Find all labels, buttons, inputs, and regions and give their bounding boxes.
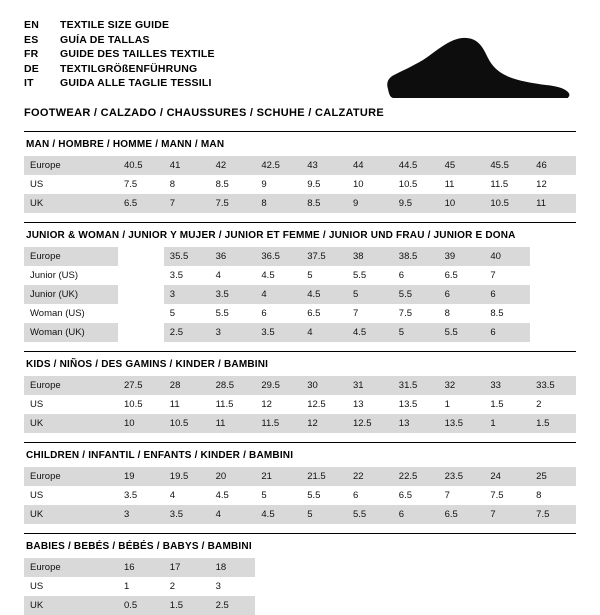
cell: 7 (484, 505, 530, 524)
language-title: GUIDA ALLE TAGLIE TESSILI (60, 77, 212, 89)
row-label: Woman (UK) (24, 323, 118, 342)
cell: 1 (444, 398, 450, 410)
cell: 21 (255, 467, 301, 486)
cell: 20 (210, 467, 256, 486)
cell (255, 558, 301, 577)
cell: 2.5 (164, 323, 210, 342)
cell: 22.5 (393, 467, 439, 486)
cell: 28.5 (210, 376, 256, 395)
language-title-list (24, 18, 215, 91)
cell (439, 596, 485, 615)
cell: 10.5 (398, 178, 418, 190)
section-title: CHILDREN / INFANTIL / ENFANTS / KINDER / BAMBINI (24, 442, 576, 467)
cell: 4.5 (347, 323, 393, 342)
cell: 5 (307, 269, 313, 281)
row-label: Europe (24, 247, 118, 266)
cell: 17 (164, 558, 210, 577)
cell: 7.5 (490, 489, 504, 501)
cell: 7.5 (530, 505, 576, 524)
row-label: Europe (24, 156, 118, 175)
cell: 41 (164, 156, 210, 175)
cell: 32 (439, 376, 485, 395)
table-row (24, 376, 576, 395)
cell (530, 577, 576, 596)
cell: 45.5 (484, 156, 530, 175)
cell: 6 (484, 285, 530, 304)
cell: 7 (164, 194, 210, 213)
size-table (24, 558, 576, 615)
cell: 43 (301, 156, 347, 175)
cell (484, 577, 530, 596)
cell: 11.5 (490, 178, 509, 190)
language-code: FR (24, 48, 39, 60)
section-title: MAN / HOMBRE / HOMME / MANN / MAN (24, 131, 576, 156)
section-man (24, 131, 576, 213)
section-spacer (0, 342, 600, 351)
cell (530, 323, 576, 342)
section-children (24, 442, 576, 524)
cell: 18 (210, 558, 256, 577)
cell: 45 (439, 156, 485, 175)
table-row (24, 304, 576, 323)
language-code: EN (24, 19, 39, 31)
language-title: GUIDE DES TAILLES TEXTILE (60, 48, 215, 60)
cell: 6 (261, 307, 267, 319)
cell: 5.5 (439, 323, 485, 342)
language-code: IT (24, 77, 34, 89)
cell: 5 (261, 489, 267, 501)
section-title: KIDS / NIÑOS / DES GAMINS / KINDER / BAMBINI (24, 351, 576, 376)
size-table (24, 247, 576, 342)
row-label: US (30, 398, 44, 410)
cell: 38.5 (393, 247, 439, 266)
row-label: Junior (US) (30, 269, 79, 281)
cell (347, 558, 393, 577)
row-label: Europe (24, 558, 118, 577)
cell: 5.5 (347, 505, 393, 524)
cell: 5 (393, 323, 439, 342)
cell: 1.5 (164, 596, 210, 615)
dress-shoe-silhouette-icon (384, 28, 574, 100)
language-title: TEXTILE SIZE GUIDE (60, 19, 170, 31)
cell: 8 (444, 307, 450, 319)
table-row (24, 486, 576, 505)
cell: 19 (118, 467, 164, 486)
cell: 6 (398, 269, 405, 281)
cell: 8.5 (215, 178, 229, 190)
cell: 3.5 (169, 269, 184, 281)
section-kids (24, 351, 576, 433)
cell: 2 (169, 580, 176, 592)
language-row (24, 33, 215, 48)
cell: 4 (169, 489, 176, 501)
cell (393, 596, 439, 615)
cell: 9 (347, 194, 393, 213)
cell: 35.5 (164, 247, 210, 266)
cell (118, 266, 164, 285)
table-row (24, 156, 576, 175)
cell (301, 558, 347, 577)
header-spacer (0, 119, 600, 131)
cell: 6 (393, 505, 439, 524)
table-row (24, 175, 576, 194)
cell: 3 (118, 505, 164, 524)
cell: 24 (484, 467, 530, 486)
cell: 3.5 (164, 505, 210, 524)
cell: 11 (169, 398, 180, 410)
cell (118, 285, 164, 304)
row-label: US (30, 489, 44, 501)
cell: 31.5 (393, 376, 439, 395)
cell: 4.5 (261, 269, 275, 281)
cell: 8 (255, 194, 301, 213)
cell: 1.5 (530, 414, 576, 433)
cell: 4 (210, 505, 256, 524)
cell (301, 596, 347, 615)
cell (530, 596, 576, 615)
section-title: BABIES / BEBÉS / BÉBÉS / BABYS / BAMBINI (24, 533, 576, 558)
section-spacer (0, 433, 600, 442)
size-table (24, 156, 576, 213)
cell: 25 (530, 467, 576, 486)
cell (530, 266, 576, 285)
language-row (24, 62, 215, 77)
cell: 11 (444, 178, 455, 190)
cell: 7.5 (210, 194, 256, 213)
cell: 30 (301, 376, 347, 395)
cell: 4 (301, 323, 347, 342)
cell: 7 (490, 269, 496, 281)
table-row (24, 285, 576, 304)
cell: 1 (124, 580, 130, 592)
cell: 36.5 (255, 247, 301, 266)
row-label: Europe (24, 467, 118, 486)
cell: 13 (352, 398, 364, 410)
cell: 27.5 (118, 376, 164, 395)
cell: 5.5 (215, 307, 229, 319)
row-label: US (30, 178, 44, 190)
cell: 42.5 (255, 156, 301, 175)
cell (484, 596, 530, 615)
cell: 4.5 (215, 489, 229, 501)
cell: 3.5 (124, 489, 138, 501)
cell: 5.5 (352, 269, 367, 281)
cell: 11 (530, 194, 576, 213)
table-row (24, 577, 576, 596)
section-junior-woman (24, 222, 576, 342)
cell: 12 (301, 414, 347, 433)
section-title: JUNIOR & WOMAN / JUNIOR Y MUJER / JUNIOR ET FEMME / JUNIOR UND FRAU / JUNIOR E DONA (24, 222, 576, 247)
section-babies (24, 533, 576, 615)
language-title: GUÍA DE TALLAS (60, 33, 150, 46)
cell: 13 (393, 414, 439, 433)
row-label: UK (24, 596, 118, 615)
cell: 9.5 (393, 194, 439, 213)
cell: 7.5 (398, 307, 412, 319)
cell: 42 (210, 156, 256, 175)
table-row (24, 266, 576, 285)
cell: 3.5 (255, 323, 301, 342)
cell (530, 558, 576, 577)
cell: 8.5 (301, 194, 347, 213)
cell: 22 (347, 467, 393, 486)
cell: 44.5 (393, 156, 439, 175)
language-row (24, 18, 215, 33)
cell (393, 577, 439, 596)
cell: 6.5 (118, 194, 164, 213)
cell: 0.5 (118, 596, 164, 615)
cell (301, 577, 347, 596)
cell: 21.5 (301, 467, 347, 486)
cell: 5 (347, 285, 393, 304)
cell: 11.5 (255, 414, 301, 433)
cell: 13.5 (398, 398, 418, 410)
table-row (24, 505, 576, 524)
cell (484, 558, 530, 577)
cell: 5.5 (393, 285, 439, 304)
cell: 2.5 (210, 596, 256, 615)
cell: 6.5 (398, 489, 412, 501)
section-spacer (0, 213, 600, 222)
cell: 10.5 (484, 194, 530, 213)
cell: 1 (484, 414, 530, 433)
cell: 13.5 (439, 414, 485, 433)
page-title: FOOTWEAR / CALZADO / CHAUSSURES / SCHUHE / CALZATURE (24, 106, 385, 119)
section-spacer (0, 524, 600, 533)
cell: 8 (536, 489, 542, 501)
cell: 3 (215, 580, 221, 592)
language-row (24, 47, 215, 62)
cell: 5 (169, 307, 176, 319)
language-code: ES (24, 33, 39, 46)
cell (347, 596, 393, 615)
cell: 40.5 (118, 156, 164, 175)
language-code: DE (24, 62, 39, 75)
cell: 11.5 (215, 398, 234, 410)
cell: 33 (484, 376, 530, 395)
language-title: TEXTILGRÖßENFÜHRUNG (60, 62, 198, 75)
table-row (24, 247, 576, 266)
row-label: UK (24, 414, 118, 433)
cell: 6.5 (444, 269, 458, 281)
cell (347, 577, 393, 596)
table-row (24, 558, 576, 577)
cell: 19.5 (164, 467, 210, 486)
cell: 4.5 (301, 285, 347, 304)
row-label: Junior (UK) (24, 285, 118, 304)
cell: 38 (347, 247, 393, 266)
row-label: UK (24, 194, 118, 213)
cell (118, 247, 164, 266)
cell (255, 596, 301, 615)
cell: 1.5 (490, 398, 504, 410)
cell: 3 (210, 323, 256, 342)
cell: 5.5 (307, 489, 321, 501)
cell (439, 577, 485, 596)
cell: 28 (164, 376, 210, 395)
cell (255, 577, 301, 596)
cell (118, 323, 164, 342)
table-row (24, 414, 576, 433)
cell: 29.5 (255, 376, 301, 395)
cell: 6 (484, 323, 530, 342)
cell: 11 (210, 414, 256, 433)
cell: 8.5 (490, 307, 504, 319)
cell: 5 (301, 505, 347, 524)
cell: 12.5 (347, 414, 393, 433)
cell: 12 (261, 398, 272, 410)
cell (530, 247, 576, 266)
document-header (0, 0, 600, 119)
size-table (24, 376, 576, 433)
cell: 12 (536, 178, 547, 190)
cell: 6.5 (439, 505, 485, 524)
cell (118, 304, 164, 323)
cell: 10 (439, 194, 485, 213)
cell: 23.5 (439, 467, 485, 486)
cell: 9 (261, 178, 267, 190)
cell: 10 (352, 178, 364, 190)
cell: 36 (210, 247, 256, 266)
cell (393, 558, 439, 577)
cell: 31 (347, 376, 393, 395)
cell: 6.5 (307, 307, 321, 319)
row-label: Europe (24, 376, 118, 395)
cell: 6 (439, 285, 485, 304)
cell: 37.5 (301, 247, 347, 266)
table-row (24, 323, 576, 342)
cell (439, 558, 485, 577)
row-label: Woman (US) (30, 307, 85, 319)
row-label: UK (24, 505, 118, 524)
cell: 39 (439, 247, 485, 266)
cell: 2 (536, 398, 542, 410)
cell (530, 285, 576, 304)
table-row (24, 395, 576, 414)
cell: 33.5 (530, 376, 576, 395)
cell: 4 (215, 269, 221, 281)
cell: 46 (530, 156, 576, 175)
cell: 40 (484, 247, 530, 266)
cell: 8 (169, 178, 176, 190)
table-row (24, 467, 576, 486)
cell: 10.5 (164, 414, 210, 433)
cell: 3 (164, 285, 210, 304)
cell: 10 (118, 414, 164, 433)
cell: 7 (352, 307, 359, 319)
cell: 16 (118, 558, 164, 577)
language-row (24, 76, 215, 91)
table-row (24, 596, 576, 615)
cell: 9.5 (307, 178, 321, 190)
cell: 6 (352, 489, 359, 501)
cell: 44 (347, 156, 393, 175)
cell: 3.5 (210, 285, 256, 304)
cell (530, 304, 576, 323)
cell: 4.5 (255, 505, 301, 524)
cell: 7 (444, 489, 450, 501)
row-label: US (30, 580, 44, 592)
size-table (24, 467, 576, 524)
cell: 4 (255, 285, 301, 304)
table-row (24, 194, 576, 213)
cell: 10.5 (124, 398, 143, 410)
cell: 7.5 (124, 178, 138, 190)
cell: 12.5 (307, 398, 326, 410)
